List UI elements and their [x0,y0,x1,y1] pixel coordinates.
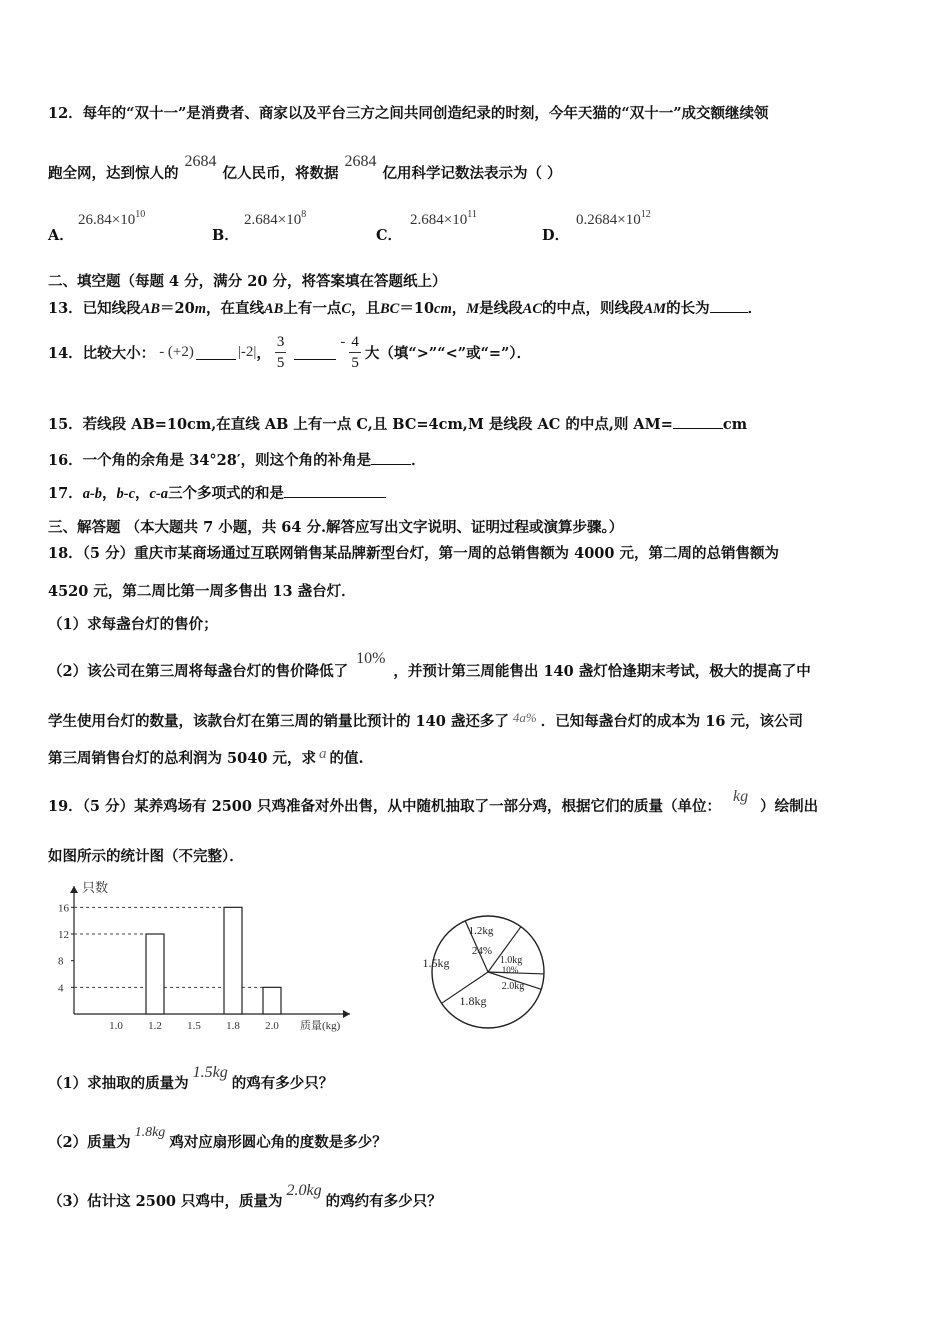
q13-t-k: ． [747,300,763,317]
option-c-label: C． [376,227,403,244]
q19-unit: kg [733,788,749,805]
y-tick-label: 4 [58,982,64,995]
q18-line4 [48,747,364,768]
bar [263,987,281,1014]
option-a-base: 26.84×10 [78,212,136,228]
q12-text-3: 亿用科学记数法表示为（ ） [382,165,562,182]
y-tick-label: 16 [58,902,69,915]
q19-sub3 [48,1182,442,1211]
q12-line2 [48,153,562,183]
q14-frac-2 [349,332,361,373]
q17-term-1: a-b [82,486,103,502]
q13-t-d: 上有一点 [283,300,342,317]
q15-text: 15．若线段 AB=10cm,在直线 AB 上有一点 C,且 BC=4cm,M 是线段 AC 的中点,则 AM= [48,416,673,433]
q17-term-2: b-c [116,486,136,502]
q18-percent: 10% [356,650,386,667]
q14-neg: - [340,333,346,350]
q13 [48,297,762,318]
option-c-exp: 11 [467,209,477,220]
q17-sep-2: ， [135,485,150,502]
q15 [48,413,747,434]
option-d-value [576,209,651,229]
section-3-heading: 三、解答题 （本大题共 7 小题，共 64 分.解答应写出文字说明、证明过程或演算步骤。） [48,519,624,536]
q14-frac-1-den: 5 [276,354,285,371]
q19-line1-b: ）绘制出 [760,798,819,815]
q13-ab2: AB [264,301,284,317]
q17 [48,482,386,503]
q19-sub3-a: （3）估计这 2500 只鸡中，质量为 [48,1193,283,1210]
q14-blank-1[interactable] [196,345,236,360]
q18-sub2 [48,650,811,681]
x-tick-label: 1.5 [187,1020,201,1032]
pie-chart [418,910,558,1040]
q18-sub1: （1）求每盏台灯的售价； [48,616,218,633]
q18-sub2-a: （2）该公司在第三周将每盏台灯的售价降低了 [48,663,349,680]
q19-line1-a: 19．（5 分）某养鸡场有 2500 只鸡准备对外出售，从中随机抽取了一部分鸡，根据它们的质量（单位： [48,798,722,815]
x-tick-label: 1.0 [109,1020,123,1032]
q17-term-3: c-a [149,486,169,502]
section-2-heading: 二、填空题（每题 4 分，满分 20 分，将答案填在答题纸上） [48,273,447,290]
x-tick-label: 1.2 [148,1020,162,1032]
q13-t-g: ， [451,300,467,317]
q14-tail: 大（填“>”“<”或“=”）． [364,344,532,362]
q17-pre: 17． [48,485,83,502]
q14-frac-2-den: 5 [351,354,359,371]
q19-sub1-value: 1.5kg [192,1064,228,1081]
pie-label: 10% [501,965,519,975]
y-axis-title: 只数 [82,880,109,895]
q17-answer-blank[interactable] [284,483,386,498]
q19-sub3-value: 2.0kg [286,1182,322,1199]
q18-line2: 4520 元，第二周比第一周多售出 13 盏台灯． [48,583,356,600]
q13-bc: BC [380,301,400,317]
y-tick-label: 8 [58,955,64,968]
option-c-base: 2.684×10 [410,212,468,228]
q18-percent-a: 4a% [512,710,537,725]
option-c-value [410,209,477,229]
q17-tail: 三个多项式的和是 [168,485,285,502]
q15-answer-blank[interactable] [673,414,723,429]
q18-var-a: a [318,746,327,762]
q13-t-a: 13．已知线段 [48,300,141,317]
q18-line1: 18．（5 分）重庆市某商场通过互联网销售某品牌新型台灯，第一周的总销售额为 4000 元，第二周的总销售额为 [48,545,780,562]
q12-line1: 12．每年的“双十一”是消费者、商家以及平台三方之间共同创造纪录的时刻，今年天猫的“双十一”成交额继续领 [48,105,769,122]
q18-line4-b: 的值. [329,750,364,767]
option-a-value [78,209,146,229]
q16 [48,449,426,470]
q14-expr-1: - (+2) [159,343,194,360]
bar [146,934,164,1014]
q18-line3-a: 学生使用台灯的数量，该款台灯在第三周的销量比预计的 140 盏还多了 [48,713,509,730]
q19-line2: 如图所示的统计图（不完整）． [48,848,244,865]
q13-t-f: ＝10 [399,300,435,317]
q19-line1 [48,788,819,816]
pie-label: 1.8kg [459,994,487,1008]
pie-label: 2.0kg [501,981,525,992]
x-axis-arrow [343,1010,350,1018]
q19-sub2-value: 1.8kg [134,1125,166,1140]
q17-sep-1: ， [102,485,117,502]
x-tick-label: 1.8 [226,1020,240,1032]
bar [224,907,242,1014]
q15-tail: cm [722,416,748,433]
q14-comma: ， [256,344,271,362]
option-d-base: 0.2684×10 [576,212,641,228]
q13-cm: cm [434,301,452,317]
q19-sub1-a: （1）求抽取的质量为 [48,1075,189,1092]
pie-label: 24% [471,945,493,957]
q18-line4-a: 第三周销售台灯的总利润为 5040 元，求 [48,750,316,767]
x-tick-label: 2.0 [265,1020,279,1032]
option-a-label: A． [48,227,74,244]
q13-ab: AB [140,301,161,317]
q14-frac-1 [275,332,287,373]
q14 [48,330,531,374]
pie-label: 1.0kg [499,955,523,966]
q19-sub2-b: 鸡对应扇形圆心角的度数是多少？ [169,1134,387,1151]
q16-text: 16．一个角的余角是 34°28′，则这个角的补角是 [48,452,372,469]
q13-ac: AC [522,301,543,317]
q19-sub2-a: （2）质量为 [48,1134,131,1151]
q14-frac-2-num: 4 [349,332,361,353]
q16-tail: ． [411,452,426,469]
option-d-exp: 12 [640,209,651,220]
y-axis-arrow [70,886,78,893]
q13-t-c: ，在直线 [206,300,264,317]
x-axis-title: 质量(kg) [300,1020,341,1032]
q18-sub2-b: ，并预计第三周能售出 140 盏灯恰逢期末考试，极大的提高了中 [393,663,811,680]
q13-m: m [194,301,206,317]
option-b-label: B． [212,227,239,244]
q18-line3-b: ．已知每盏台灯的成本为 16 元，该公司 [540,713,803,730]
q13-t-j: 的长为 [666,300,710,317]
q14-abs: |-2| [237,343,257,360]
q19-sub1 [48,1064,334,1093]
q13-point-c: C [341,301,352,317]
q13-answer-blank[interactable] [710,298,748,313]
q16-answer-blank[interactable] [371,450,411,465]
pie-label: 1.5kg [422,956,450,970]
q14-frac-1-num: 3 [275,332,287,353]
option-b-value [244,209,307,229]
q13-am: AM [643,301,667,317]
q19-sub1-b: 的鸡有多少只？ [231,1075,334,1092]
q18-line3 [48,710,803,731]
q12-number-2: 2684 [344,153,377,170]
q13-point-m: M [466,301,480,317]
q13-t-h: 是线段 [479,300,523,317]
option-d-label: D． [542,227,570,244]
q13-t-i: 的中点，则线段 [542,300,644,317]
q12-number-1: 2684 [184,153,217,170]
q14-blank-2[interactable] [294,345,336,360]
q13-t-e: ，且 [351,300,381,317]
q12-text-1: 跑全网，达到惊人的 [48,165,179,182]
pie-label: 1.2kg [468,925,494,937]
y-tick-label: 12 [58,929,69,941]
q14-t-a: 14．比较大小： [48,344,156,362]
q19-sub2 [48,1125,387,1152]
q12-text-2: 亿人民币，将数据 [222,165,339,182]
histogram-chart [50,872,370,1037]
q19-sub3-b: 的鸡约有多少只？ [325,1193,442,1210]
option-b-base: 2.684×10 [244,212,302,228]
option-a-exp: 10 [135,209,146,220]
option-b-exp: 8 [301,209,307,220]
q13-t-b: ＝20 [160,300,195,317]
